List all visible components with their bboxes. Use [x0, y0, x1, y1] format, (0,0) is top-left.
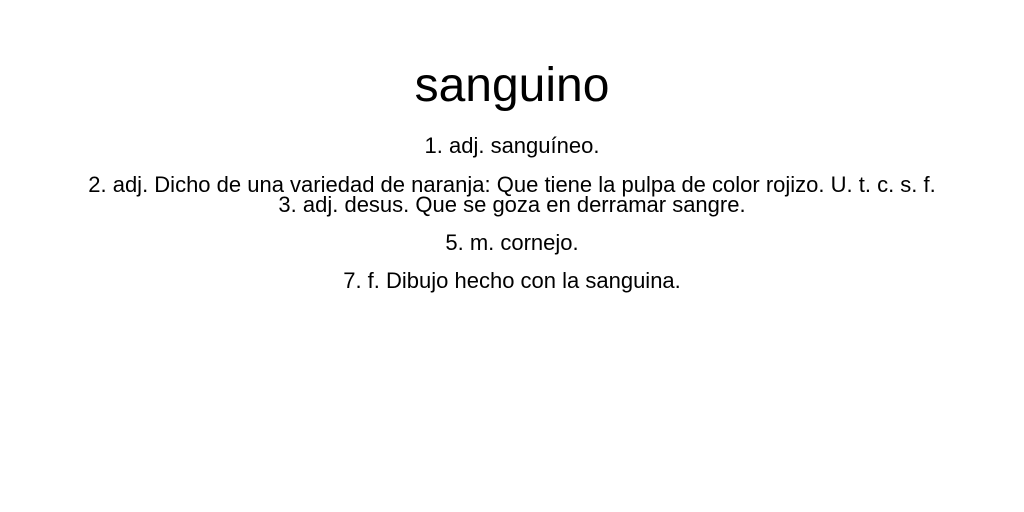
definition-item: 5. m. cornejo. — [445, 230, 579, 255]
definition-item: 2. adj. Dicho de una variedad de naranja: Que tiene la pulpa de color rojizo. U. t. c. s. f. — [88, 172, 936, 197]
definition-item: 1. adj. sanguíneo. — [424, 133, 600, 158]
headword: sanguino — [414, 59, 610, 112]
definition-item: 3. adj. desus. Que se goza en derramar sangre. — [278, 192, 746, 217]
definition-list — [0, 128, 1024, 299]
definition-item: 7. f. Dibujo hecho con la sanguina. — [343, 268, 681, 293]
